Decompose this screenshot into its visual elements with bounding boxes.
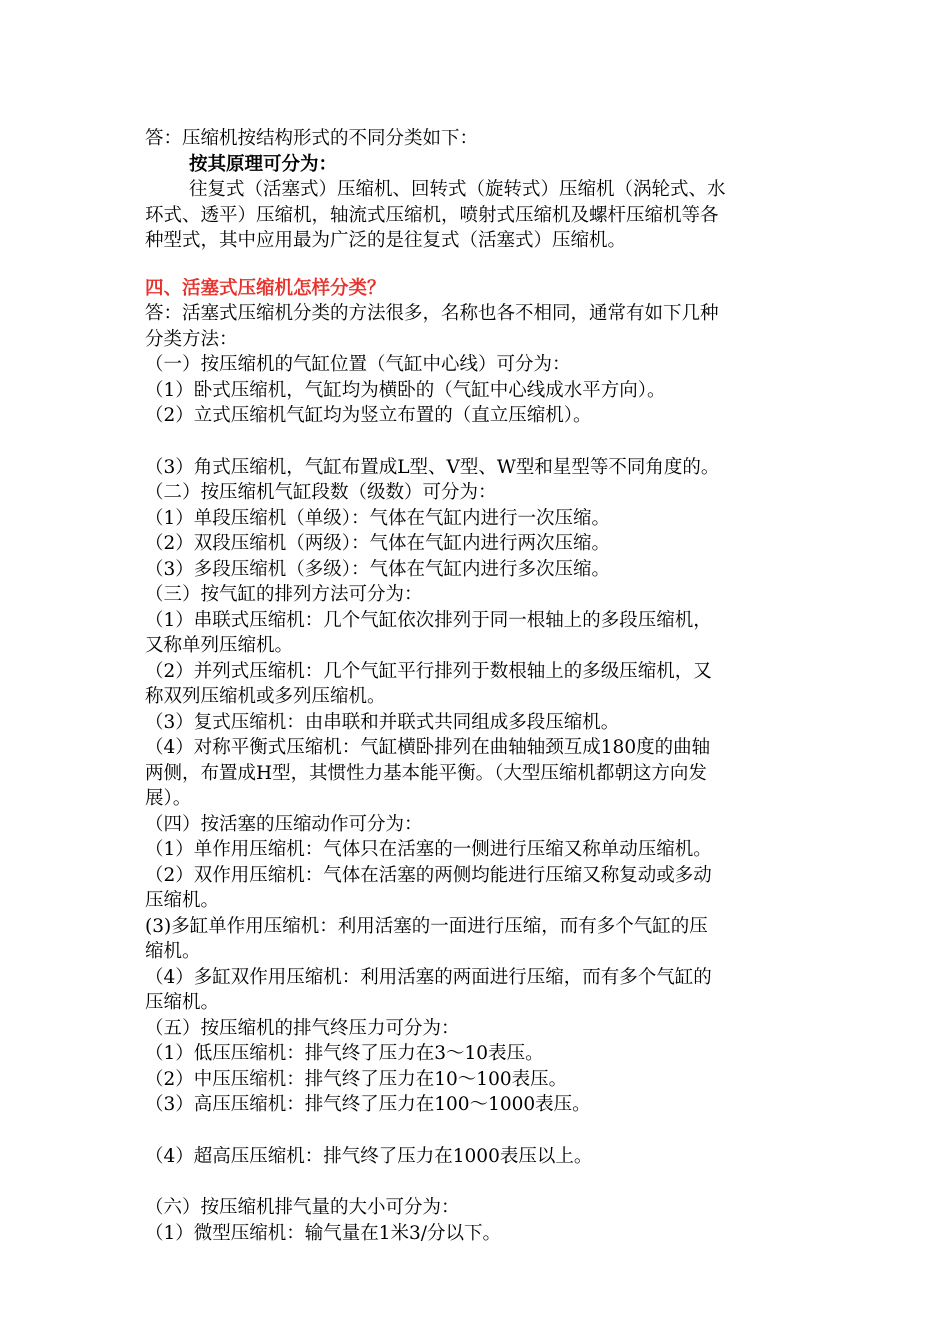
section-answer-line: 分类方法：	[145, 328, 238, 350]
list-line: 压缩机。	[145, 992, 220, 1013]
list-line: 展）。	[145, 788, 192, 809]
answer-line: 答：压缩机按结构形式的不同分类如下：	[145, 128, 479, 149]
list-line: （六）按压缩机排气量的大小可分为：	[145, 1197, 460, 1218]
principle-body-line: 环式、透平）压缩机，轴流式压缩机，喷射式压缩机及螺杆压缩机等各	[145, 204, 719, 226]
principle-body-line: 往复式（活塞式）压缩机、回转式（旋转式）压缩机（涡轮式、水	[189, 179, 726, 200]
list-line: （1）低压压缩机：排气终了压力在3～10表压。	[145, 1043, 544, 1064]
classification-list	[145, 455, 815, 1118]
spacer	[145, 1169, 815, 1195]
principle-body-line: 种型式，其中应用最为广泛的是往复式（活塞式）压缩机。	[145, 230, 627, 251]
list-line: （4）多缸双作用压缩机：利用活塞的两面进行压缩，而有多个气缸的	[145, 966, 712, 988]
list-line: 称双列压缩机或多列压缩机。	[145, 686, 386, 707]
list-line: （五）按压缩机的排气终压力可分为：	[145, 1017, 460, 1039]
spacer	[145, 1118, 815, 1144]
spacer	[145, 429, 815, 455]
list-line: （1）串联式压缩机：几个气缸依次排列于同一根轴上的多段压缩机，	[145, 609, 712, 631]
list-line: （1）单作用压缩机：气体只在活塞的一侧进行压缩又称单动压缩机。	[145, 839, 712, 860]
list-line: （2）双作用压缩机：气体在活塞的两侧均能进行压缩又称复动或多动	[145, 864, 712, 886]
section-answer-line: 答：活塞式压缩机分类的方法很多，名称也各不相同，通常有如下几种	[145, 303, 719, 324]
list-line: （1）单段压缩机（单级）：气体在气缸内进行一次压缩。	[145, 507, 611, 529]
list-line: （2）中压压缩机：排气终了压力在10～100表压。	[145, 1068, 568, 1090]
list-line: （1）微型压缩机：输气量在1米3/分以下。	[145, 1222, 502, 1244]
list-line: （3）角式压缩机，气缸布置成L型、V型、W型和星型等不同角度的。	[145, 456, 720, 478]
list-line: 压缩机。	[145, 890, 220, 911]
list-line: （三）按气缸的排列方法可分为：	[145, 584, 423, 605]
list-line: （二）按压缩机气缸段数（级数）可分为：	[145, 482, 497, 503]
list-line: （2）立式压缩机气缸均为竖立布置的（直立压缩机）。	[145, 405, 592, 426]
list-line: （3）高压压缩机：排气终了压力在100～1000表压。	[145, 1094, 591, 1115]
list-line: （2）并列式压缩机：几个气缸平行排列于数根轴上的多级压缩机，又	[145, 660, 712, 682]
list-line: （3）复式压缩机：由串联和并联式共同组成多段压缩机。	[145, 711, 620, 733]
list-line: （1）卧式压缩机，气缸均为横卧的（气缸中心线成水平方向）。	[145, 379, 666, 401]
list-line: 两侧，布置成H型，其惯性力基本能平衡。（大型压缩机都朝这方向发	[145, 762, 707, 784]
list-line: （3）多段压缩机（多级）：气体在气缸内进行多次压缩。	[145, 558, 611, 580]
list-line: 又称单列压缩机。	[145, 635, 294, 656]
list-line: (3)多缸单作用压缩机：利用活塞的一面进行压缩，而有多个气缸的压	[145, 915, 708, 937]
list-line: （一）按压缩机的气缸位置（气缸中心线）可分为：	[145, 354, 571, 375]
list-line: 缩机。	[145, 941, 201, 962]
document-page	[145, 126, 815, 1246]
spacer	[145, 254, 815, 276]
list-line: （四）按活塞的压缩动作可分为：	[145, 813, 423, 835]
section-title: 四、活塞式压缩机怎样分类？	[145, 277, 386, 299]
list-line: （4）超高压压缩机：排气终了压力在1000表压以上。	[145, 1145, 593, 1167]
list-line: （4）对称平衡式压缩机：气缸横卧排列在曲轴轴颈互成180度的曲轴	[145, 737, 711, 758]
list-line: （2）双段压缩机（两级）：气体在气缸内进行两次压缩。	[145, 533, 611, 554]
principle-heading: 按其原理可分为：	[189, 153, 338, 175]
